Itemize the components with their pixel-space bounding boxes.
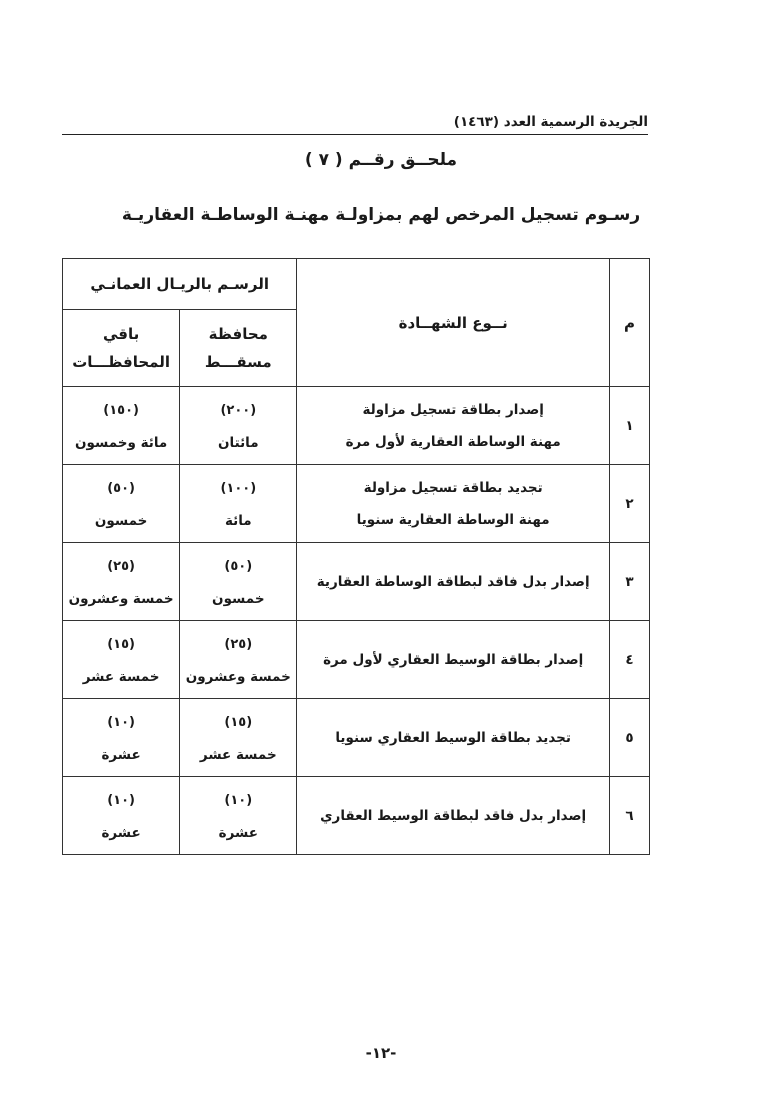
column-header-number: م: [609, 259, 649, 387]
other-header-line2: المحافظـــات: [72, 353, 170, 371]
other-fee-amount: (١٥٠): [103, 402, 139, 418]
muscat-fee: [180, 543, 297, 621]
muscat-fee-amount: (٥٠): [224, 558, 253, 574]
other-fee-amount: (١٥): [107, 636, 135, 652]
muscat-header-line1: محافظة: [208, 325, 268, 343]
muscat-header-line2: مسقـــط: [204, 353, 272, 371]
table-row: [63, 621, 650, 699]
muscat-fee-amount: (١٠٠): [220, 480, 257, 496]
certificate-type: تجديد بطاقة الوسيط العقاري سنويا: [297, 699, 610, 777]
muscat-fee-amount: (١٠): [224, 792, 253, 808]
row-number: ١: [609, 387, 649, 465]
row-number: ٢: [609, 465, 649, 543]
column-header-certificate-type: نــوع الشهــادة: [297, 259, 610, 387]
muscat-fee-words: خمسة عشر: [199, 746, 277, 763]
certificate-type: إصدار بدل فاقد لبطاقة الوساطة العقارية: [297, 543, 610, 621]
other-fee-words: خمسة عشر: [82, 668, 160, 685]
certificate-type-line2: مهنة الوساطة العقارية لأول مرة: [345, 433, 561, 450]
muscat-fee-amount: (٢٠٠): [220, 402, 257, 418]
table-header-row: [63, 259, 650, 310]
other-fee-amount: (١٠): [107, 714, 135, 730]
other-fee-words: عشرة: [101, 746, 141, 763]
column-header-fee-group: الرسـم بالريـال العمانـي: [63, 259, 297, 310]
table-row: [63, 699, 650, 777]
other-fee-amount: (١٠): [107, 792, 135, 808]
muscat-fee: [180, 621, 297, 699]
other-header-line1: باقي: [102, 325, 140, 343]
annex-title: ملحــق رقــم ( ٧ ): [304, 150, 458, 170]
certificate-type-line1: تجديد بطاقة تسجيل مزاولة: [363, 479, 543, 496]
other-fee: [63, 621, 180, 699]
certificate-type: [297, 387, 610, 465]
muscat-fee-words: مائتان: [218, 434, 259, 451]
certificate-type: إصدار بدل فاقد لبطاقة الوسيط العقاري: [297, 777, 610, 855]
muscat-fee: [180, 699, 297, 777]
other-fee: [63, 777, 180, 855]
column-header-other-governorates: [63, 310, 180, 387]
row-number: ٤: [609, 621, 649, 699]
muscat-fee-words: خمسة وعشرون: [185, 668, 291, 685]
row-number: ٣: [609, 543, 649, 621]
muscat-fee: [180, 465, 297, 543]
table-row: [63, 777, 650, 855]
certificate-type-line1: إصدار بطاقة تسجيل مزاولة: [362, 401, 544, 418]
other-fee-words: خمسة وعشرون: [68, 590, 174, 607]
muscat-fee-amount: (٢٥): [224, 636, 253, 652]
other-fee: [63, 465, 180, 543]
muscat-fee-words: عشرة: [218, 824, 258, 841]
other-fee: [63, 387, 180, 465]
certificate-type: [297, 465, 610, 543]
table-row: [63, 465, 650, 543]
other-fee: [63, 699, 180, 777]
muscat-fee-words: مائة: [224, 512, 252, 529]
document-title: رسـوم تسجيل المرخص لهم بمزاولـة مهنـة الوساطـة العقاريـة: [121, 205, 641, 225]
gazette-header: الجريدة الرسمية العدد (١٤٦٣): [62, 114, 648, 135]
muscat-fee: [180, 777, 297, 855]
muscat-fee-amount: (١٥): [224, 714, 253, 730]
table-row: [63, 387, 650, 465]
table-row: [63, 543, 650, 621]
other-fee-words: خمسون: [94, 512, 148, 529]
other-fee-words: مائة وخمسون: [74, 434, 168, 451]
page-number: -١٢-: [365, 1044, 397, 1062]
other-fee-amount: (٥٠): [107, 480, 135, 496]
certificate-type-line2: مهنة الوساطة العقارية سنويا: [356, 511, 550, 528]
muscat-fee-words: خمسون: [212, 590, 265, 607]
certificate-type: إصدار بطاقة الوسيط العقاري لأول مرة: [297, 621, 610, 699]
other-fee: [63, 543, 180, 621]
row-number: ٦: [609, 777, 649, 855]
muscat-fee: [180, 387, 297, 465]
fees-table: [62, 258, 650, 855]
other-fee-words: عشرة: [101, 824, 141, 841]
column-header-muscat: [180, 310, 297, 387]
row-number: ٥: [609, 699, 649, 777]
other-fee-amount: (٢٥): [107, 558, 135, 574]
